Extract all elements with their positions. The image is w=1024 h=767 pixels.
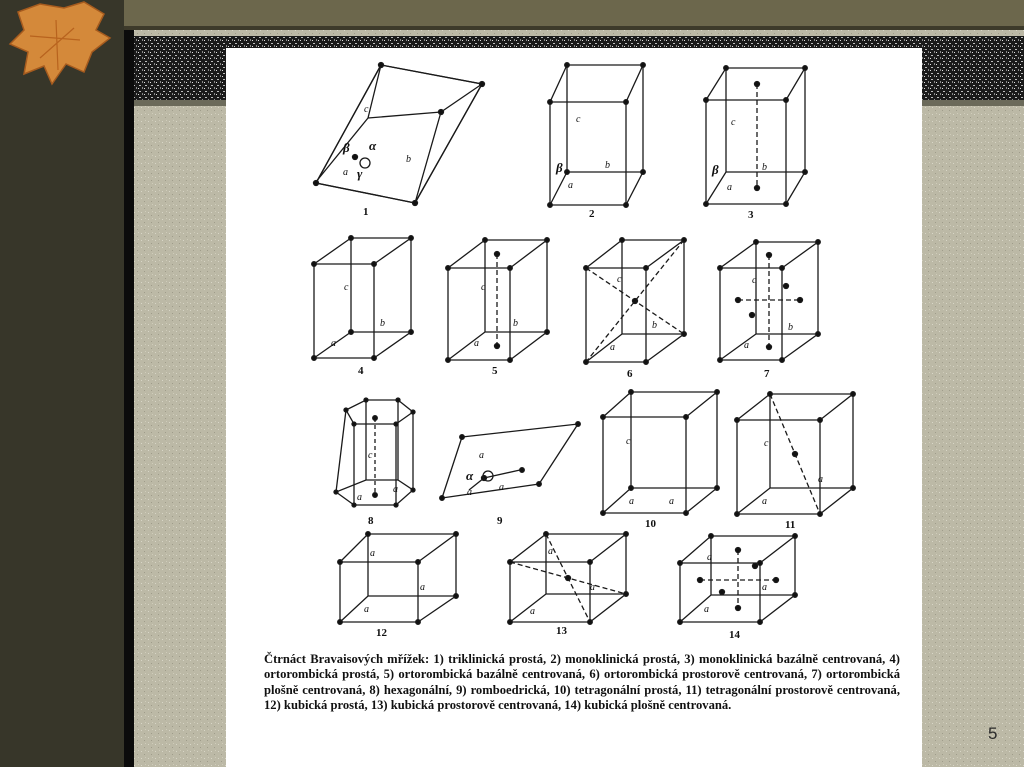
lattice-2-monoclinic <box>548 63 646 220</box>
lattice-1-label-b: b <box>406 154 411 165</box>
lattice-11-label-c: c <box>764 438 769 449</box>
lattice-13-label-a3: a <box>530 606 535 617</box>
lattice-2-angle-beta: β <box>556 160 563 175</box>
lattice-6-label-a: a <box>610 342 615 353</box>
lattice-10-label-a: a <box>629 496 634 507</box>
lattice-4-label-a: a <box>331 338 336 349</box>
lattice-3-label-c: c <box>731 117 736 128</box>
lattice-5-label-b: b <box>513 318 518 329</box>
lattice-8-number: 8 <box>368 515 374 527</box>
lattice-12-label-a3: a <box>364 604 369 615</box>
lattice-9-number: 9 <box>497 515 503 527</box>
lattice-14-label-a2: a <box>762 582 767 593</box>
lattice-1-angle-beta: β <box>343 140 350 155</box>
lattice-11-number: 11 <box>785 519 796 531</box>
lattice-12-number: 12 <box>376 627 387 639</box>
lattice-5-label-a: a <box>474 338 479 349</box>
lattice-6-label-c: c <box>617 274 622 285</box>
lattice-2-label-c: c <box>576 114 581 125</box>
lattice-3-monoclinic-base <box>704 66 808 221</box>
lattice-2-label-a: a <box>568 180 573 191</box>
lattice-12-cubic <box>338 532 459 639</box>
lattice-7-number: 7 <box>764 368 770 380</box>
lattice-7-label-b: b <box>788 322 793 333</box>
lattice-9-label-a: a <box>479 450 484 461</box>
lattice-13-label-a: a <box>548 546 553 557</box>
lattice-4-label-c: c <box>344 282 349 293</box>
lattice-1-label-c: c <box>364 104 369 115</box>
lattice-13-number: 13 <box>556 625 567 637</box>
lattice-11-label-a: a <box>762 496 767 507</box>
lattice-12-label-a: a <box>370 548 375 559</box>
lattice-4-orthorhombic <box>312 236 414 377</box>
lattice-13-label-a2: a <box>590 582 595 593</box>
lattice-12-label-a2: a <box>420 582 425 593</box>
lattice-10-label-a2: a <box>669 496 674 507</box>
lattice-8-label-c: c <box>368 450 373 461</box>
lattice-10-tetragonal <box>601 390 720 530</box>
lattice-3-number: 3 <box>748 209 754 221</box>
lattice-9-rhombohedral <box>440 422 581 527</box>
lattice-2-label-b: b <box>605 160 610 171</box>
slide-page-number: 5 <box>988 724 998 743</box>
lattice-4-label-b: b <box>380 318 385 329</box>
lattice-14-label-a: a <box>707 552 712 563</box>
lattice-8-label-a: a <box>357 492 362 503</box>
lattice-3-angle-beta: β <box>712 162 719 177</box>
lattice-1-angle-alpha: α <box>369 138 377 153</box>
lattice-10-number: 10 <box>645 518 656 530</box>
lattice-3-label-b: b <box>762 162 767 173</box>
lattice-8-label-a2: a <box>393 484 398 495</box>
lattice-11-tetragonal-body <box>735 392 856 531</box>
lattice-11-label-a2: a <box>818 474 823 485</box>
lattice-7-label-c: c <box>752 275 757 286</box>
lattice-1-angle-gamma: γ <box>357 166 363 181</box>
lattice-5-orthorhombic-base <box>446 238 550 377</box>
lattice-1-number: 1 <box>363 206 369 218</box>
lattice-7-orthorhombic-face <box>718 240 821 380</box>
lattice-9-label-a2: a <box>499 482 504 493</box>
lattice-6-label-b: b <box>652 320 657 331</box>
lattice-5-number: 5 <box>492 365 498 377</box>
lattice-14-label-a3: a <box>704 604 709 615</box>
lattice-6-number: 6 <box>627 368 633 380</box>
lattice-3-label-a: a <box>727 182 732 193</box>
lattice-5-label-c: c <box>481 282 486 293</box>
lattice-13-cubic-body <box>508 532 629 637</box>
lattice-8-hexagonal <box>334 398 415 527</box>
lattice-6-orthorhombic-body <box>584 238 687 380</box>
lattice-10-label-c: c <box>626 436 631 447</box>
lattice-1-label-a: a <box>343 167 348 178</box>
lattice-2-number: 2 <box>589 208 595 220</box>
lattice-14-number: 14 <box>729 629 740 641</box>
lattice-9-label-a3: a <box>467 487 472 498</box>
lattice-9-angle-alpha: α <box>466 468 474 483</box>
lattice-14-cubic-face <box>678 534 798 641</box>
figure-caption: Čtrnáct Bravaisových mřížek: 1) triklinická prostá, 2) monoklinická prostá, 3) monoklinická bazálně centrovaná, 4) ortorombická prostá, 5) ortorombická bazálně centrovaná, 6) ortorombická prostorově centrovaná, 7) ortorombická plošně centrovaná, 8) hexagonální, 9) romboedrická, 10) tetragonální prostá, 11) tetragonální prostorově centrovaná, 12) kubická prostá, 13) kubická prostorově centrovaná, 14) kubická plošně centrovaná. <box>264 652 900 713</box>
lattice-4-number: 4 <box>358 365 364 377</box>
lattice-7-label-a: a <box>744 340 749 351</box>
lattice-1-triclinic <box>314 63 485 219</box>
